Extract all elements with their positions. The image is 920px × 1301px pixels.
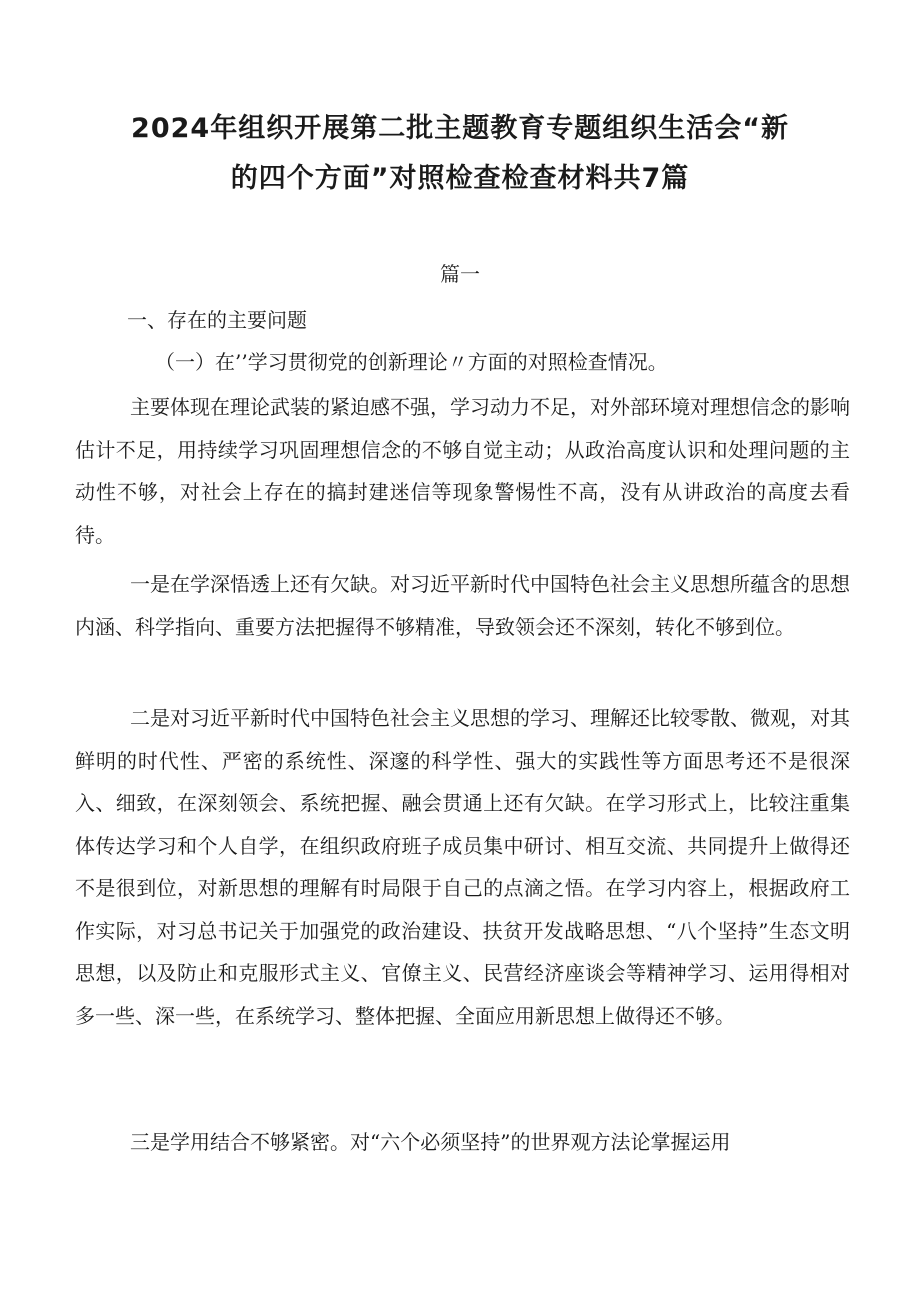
chapter-label: 篇一: [440, 262, 480, 286]
section-heading: 一、存在的主要问题: [127, 308, 307, 332]
paragraph-2: 一是在学深悟透上还有欠缺。对习近平新时代中国特色社会主义思想所蕴含的思想内涵、科学指向、重要方法把握得不够精准，导致领会还不深刻，转化不够到位。: [75, 572, 850, 639]
paragraph-3: 二是对习近平新时代中国特色社会主义思想的学习、理解还比较零散、微观，对其鲜明的时代性、严密的系统性、深邃的科学性、强大的实践性等方面思考还不是很深入、细致，在深刻领会、系统把握、融会贯通上还有欠缺。在学习形式上，比较注重集体传达学习和个人自学，在组织政府班子成员集中研讨、相互交流、共同提升上做得还不是很到位，对新思想的理解有时局限于自己的点滴之悟。在学习内容上，根据政府工作实际，对习总书记关于加强党的政治建设、扶贫开发战略思想、“八个坚持”生态文明思想，以及防止和克服形式主义、官僚主义、民营经济座谈会等精神学习、运用得相对多一些、深一些，在系统学习、整体把握、全面应用新思想上做得还不够。: [75, 706, 850, 1028]
document-title-line-1: 2024年组织开展第二批主题教育专题组织生活会“新: [131, 113, 789, 144]
paragraph-4: 三是学用结合不够紧密。对“六个必须坚持”的世界观方法论掌握运用: [130, 1130, 731, 1154]
document-title-line-2: 的四个方面”对照检查检查材料共7篇: [230, 163, 690, 194]
subsection-heading: （一）在’’学习贯彻党的创新理论〃方面的对照检查情况。: [155, 350, 668, 374]
paragraph-1: 主要体现在理论武装的紧迫感不强，学习动力不足，对外部环境对理想信念的影响估计不足，用持续学习巩固理想信念的不够自觉主动；从政治高度认识和处理问题的主动性不够，对社会上存在的搞封建迷信等现象警惕性不高，没有从讲政治的高度去看待。: [75, 395, 850, 547]
